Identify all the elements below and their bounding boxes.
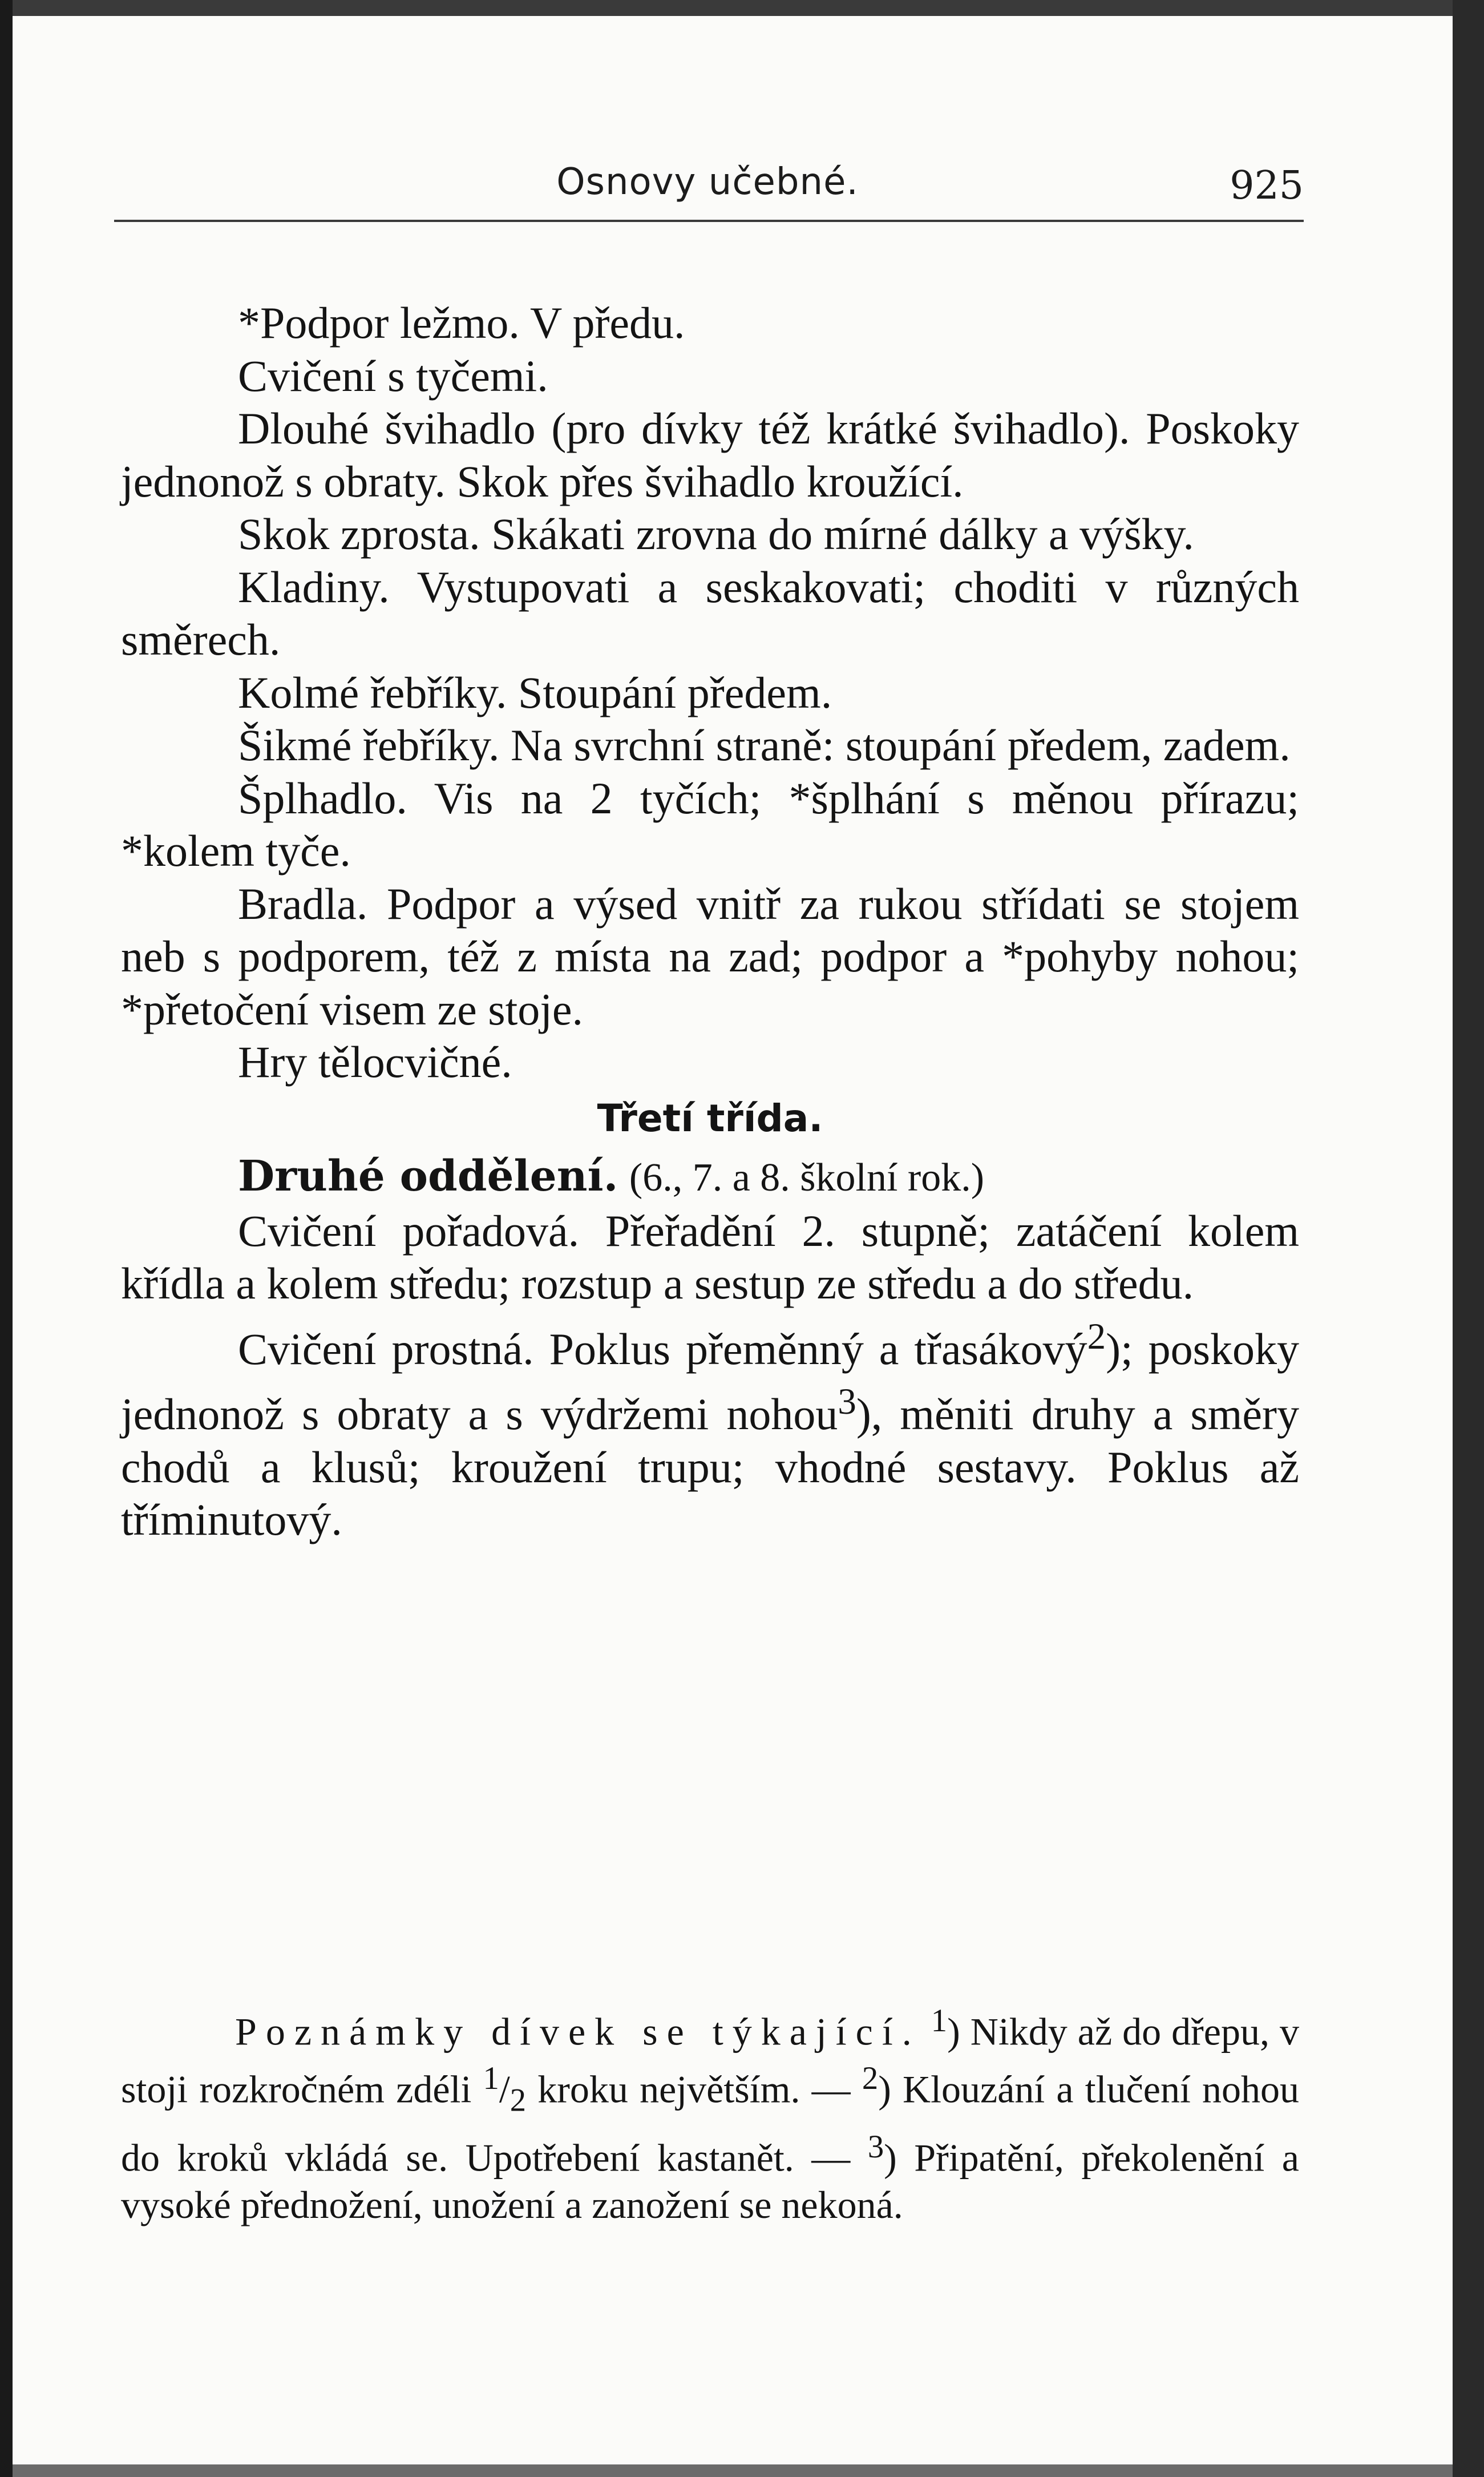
paragraph: *Podpor ležmo. V předu. xyxy=(238,298,685,348)
paragraph xyxy=(121,1310,1299,1547)
text-run: Cvičení prostná. Poklus přeměnný a třasákový xyxy=(238,1324,1087,1374)
footnote-text: ) Připatění, překolenění a vysoké přednožení, unožení a zanožení se nekoná. xyxy=(121,2136,1299,2226)
page-header xyxy=(111,161,1304,229)
paragraph: Bradla. Podpor a výsed vnitř za rukou střídati se stojem neb s podporem, též z místa na zad; podpor a *pohyby nohou; *přetočení visem ze stoje. xyxy=(121,878,1299,1034)
paragraph: Šikmé řebříky. Na svrchní straně: stoupání předem, zadem. xyxy=(238,720,1291,770)
page-number: 925 xyxy=(1230,163,1304,208)
paragraph: Kolmé řebříky. Stoupání předem. xyxy=(238,667,832,717)
notes-lead: Poznámky dívek se týkající. xyxy=(235,2010,921,2054)
paragraph: Cvičení pořadová. Přeřadění 2. stupně; zatáčení kolem křídla a kolem středu; rozstup a sestup ze středu a do středu. xyxy=(121,1205,1299,1308)
footnote-mark: 3 xyxy=(867,2129,884,2165)
footnote-ref: 2 xyxy=(1087,1316,1106,1357)
scan-border-left xyxy=(0,0,13,2477)
paragraph: Cvičení s tyčemi. xyxy=(238,350,548,401)
header-rule xyxy=(114,220,1304,222)
footnote-paragraph: Poznámky dívek se týkající. $^1$) Nikdy až do dřepu, v stoji rozkročném zdéli $^1/_2$ kroku největším. — $^2$) Klouzání a tlučení nohou do kroků vkládá se. Upotřebení kastanět. — $^3$) Připatění, překolenění a vysoké přednožení, unožení a zanožení se nekoná. xyxy=(121,2003,1300,2226)
subsection-heading xyxy=(121,1149,1299,1205)
main-text xyxy=(121,297,1299,1547)
footnote-text: ) Nikdy až do dřepu, v stoji rozkročném zdéli xyxy=(121,2010,1299,2111)
paragraph: Šplhadlo. Vis na 2 tyčích; *šplhání s měnou přírazu; *kolem tyče. xyxy=(121,773,1299,876)
subsection-years: (6., 7. a 8. školní rok.) xyxy=(629,1156,985,1200)
paragraph: Hry tělocvičné. xyxy=(238,1037,512,1087)
footnote-text: ) Klouzání a tlučení nohou do kroků vkládá se. Upotřebení kastanět. — xyxy=(121,2067,1300,2180)
footnote-ref: 3 xyxy=(838,1381,856,1422)
footnote-mark: 2 xyxy=(862,2060,879,2096)
section-heading: Třetí třída. xyxy=(597,1096,823,1140)
paragraph: Skok zprosta. Skákati zrovna do mírné dálky a výšky. xyxy=(238,509,1194,559)
paragraph: Dlouhé švihadlo (pro dívky též krátké švihadlo). Poskoky jednonož s obraty. Skok přes švihadlo kroužící. xyxy=(121,404,1299,506)
scan-border-top xyxy=(0,0,1484,16)
fraction-denominator: 2 xyxy=(510,2082,527,2118)
fraction-numerator: 1 xyxy=(483,2060,499,2096)
text-run: ), měniti druhy a směry chodů a klusů; kroužení trupu; vhodné sestavy. Poklus až tříminutový. xyxy=(121,1389,1299,1544)
running-title: Osnovy učebné. xyxy=(556,161,859,203)
text-run: ); poskoky jednonož s obraty a s výdržemi nohou xyxy=(121,1324,1299,1439)
footnote-mark: 1 xyxy=(931,2003,948,2039)
scan-border-right xyxy=(1453,0,1484,2477)
paragraph: Kladiny. Vystupovati a seskakovati; choditi v různých směrech. xyxy=(121,562,1299,664)
footnote-text: kroku největším. — xyxy=(526,2067,862,2111)
subsection-title: Druhé oddělení. xyxy=(238,1152,618,1201)
footnotes xyxy=(121,1998,1299,2228)
